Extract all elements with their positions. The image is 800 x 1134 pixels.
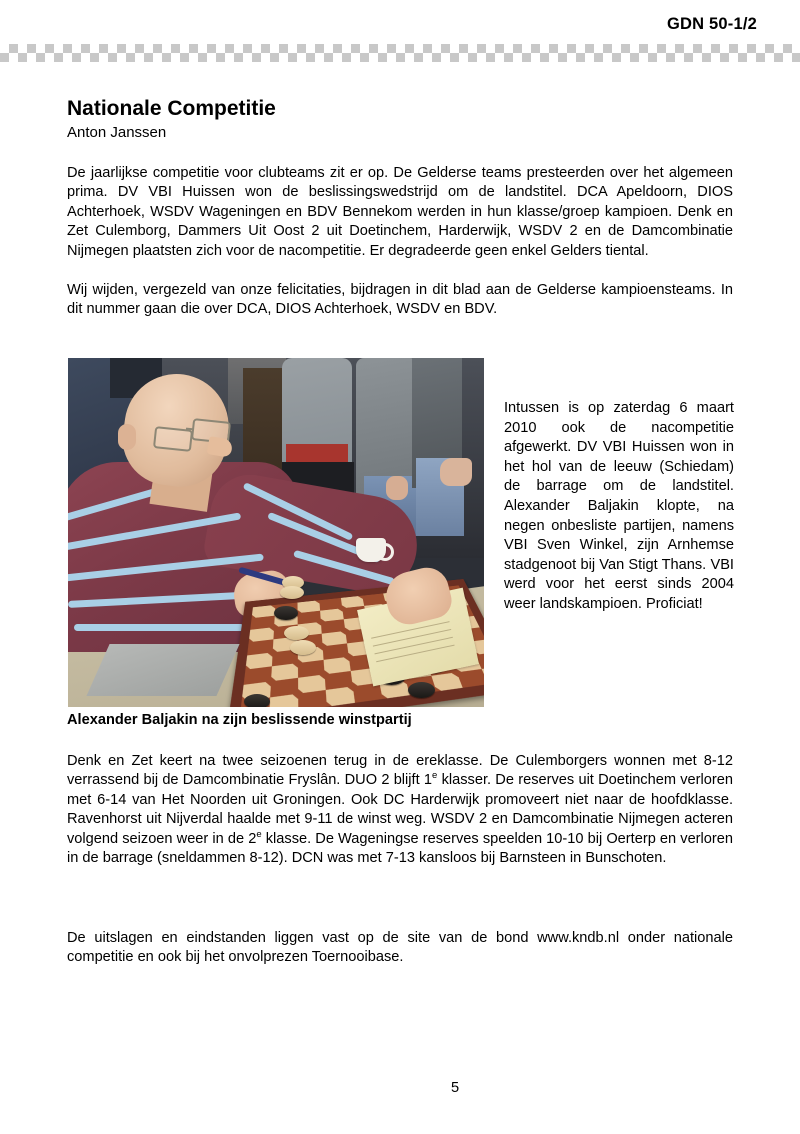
draughts-piece-black — [408, 682, 435, 698]
paragraph-final-block — [67, 929, 733, 968]
page-number: 5 — [450, 1080, 460, 1096]
after-photo-text-3: klasse. De Wageningse reserves speelden 10-10 bij Oerterp en verloren in de barrage (sneldammen 8-12). DCN was met 7-13 kansloos bij Barnsteen in Bunschoten. — [67, 830, 733, 867]
paragraph-second-block — [67, 281, 733, 320]
photo-caption: Alexander Baljakin na zijn beslissende winstpartij — [67, 712, 412, 728]
draughts-piece-white — [284, 626, 309, 640]
draughts-piece-black — [274, 606, 298, 620]
draughts-piece-white — [280, 586, 304, 599]
sidebar-text-block — [504, 399, 734, 615]
draughts-piece-white — [290, 640, 316, 655]
header-issue-label: GDN 50-1/2 — [666, 15, 757, 33]
draughts-piece-black — [244, 694, 270, 707]
laptop-lid — [86, 644, 239, 696]
after-photo-text-2: klasser. De reserves uit Doetinchem verloren met 6-14 van Het Noorden uit Groningen. Ook DC Harderwijk promoveert niet naar de hoofdklasse. Ravenhorst uit Nijverdal haalde met 9-11 de winst weg. WSDV 2 en Damcombinatie Nijmegen acteren volgend seizoen weer in de 2 — [67, 772, 733, 847]
sweater-stripe — [74, 624, 244, 631]
checkerboard-divider — [0, 44, 800, 62]
ordinal-superscript-2: e — [256, 828, 262, 840]
spectator-hand-right — [440, 458, 472, 486]
paragraph-after-photo — [67, 752, 733, 868]
paragraph-final: De uitslagen en eindstanden liggen vast op de site van de bond www.kndb.nl onder nationale competitie en ook bij het onvolprezen Toernooibase. — [67, 930, 733, 966]
paragraph-side: Intussen is op zaterdag 6 maart 2010 ook de nacompetitie afgewerkt. DV VBI Huissen won in het hol van de leeuw (Schiedam) de barrage om de landstitel. Alexander Baljakin klopte, na negen onbesliste partijen, namens VBI Sven Winkel, zijn Arnhemse stadgenoot bij Van Stigt Thans. VBI werd voor het eerst sinds 2004 weer landskampioen. Proficiat! — [504, 400, 734, 612]
paragraph-second: Wij wijden, vergezeld van onze felicitaties, bijdragen in dit blad aan de Gelderse kampioensteams. In dit nummer gaan die over DCA, DIOS Achterhoek, WSDV en BDV. — [67, 282, 733, 318]
spectator-hand-left — [386, 476, 408, 500]
article-author: Anton Janssen — [67, 124, 167, 141]
glasses-lens-left — [153, 426, 193, 452]
photo-alexander-baljakin — [68, 358, 484, 707]
coffee-cup — [356, 538, 386, 562]
page-title: Nationale Competitie — [67, 97, 276, 120]
ordinal-superscript-1: e — [432, 770, 438, 782]
player-ear — [118, 424, 136, 450]
paragraph-intro: De jaarlijkse competitie voor clubteams zit er op. De Gelderse teams presteerden over het algemeen prima. DV VBI Huissen won de beslissingswedstrijd om de landstitel. DCA Apeldoorn, DIOS Achterhoek, WSDV Wageningen en BDV Bennekom werden in hun klasse/groep kampioen. Denk en Zet Culemborg, Dammers Uit Oost 2 uit Doetinchem, Harderwijk, WSDV 2 en de Damcombinatie Nijmegen plaatsten zich voor de nacompetitie. Er degradeerde geen enkel Gelders tiental. — [67, 165, 733, 259]
after-photo-text-1: Denk en Zet keert na twee seizoenen terug in de ereklasse. De Culemborgers wonnen met 8-12 verrassend bij de Damcombinatie Fryslân. DUO 2 blijft 1 — [67, 753, 733, 789]
paragraph-after-photo-block — [67, 752, 733, 868]
photo-content — [68, 358, 484, 707]
paragraph-intro-block — [67, 164, 733, 261]
